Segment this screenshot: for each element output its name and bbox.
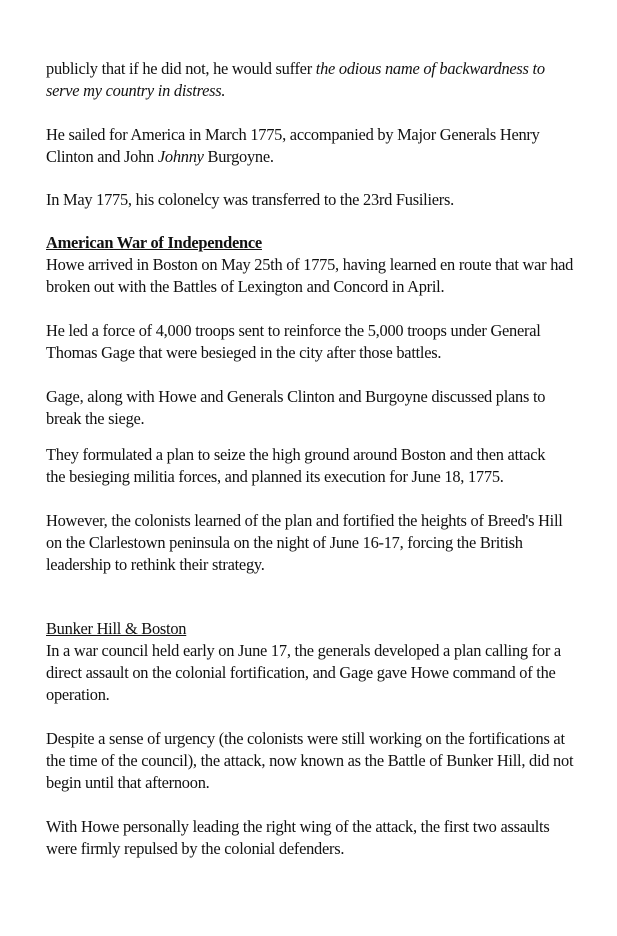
paragraph-war-council: In a war council held early on June 17, the generals developed a plan calling for a direct assault on the colonial fortification, and Gage gave Howe command of the operation.	[46, 641, 561, 704]
paragraph-text: publicly that if he did not, he would suffer	[46, 59, 316, 78]
section-heading-american-war: American War of Independence	[46, 233, 262, 252]
paragraph-urgency: Despite a sense of urgency (the colonists were still working on the fortifications at the time of the council), the attack, now known as the Battle of Bunker Hill, did not begin until that afternoon.	[46, 729, 574, 792]
paragraph-text: Burgoyne.	[203, 147, 274, 166]
paragraph-force: He led a force of 4,000 troops sent to reinforce the 5,000 troops under General Thomas Gage that were besieged in the city after those battles.	[46, 321, 541, 362]
section-heading-bunker-hill: Bunker Hill & Boston	[46, 619, 187, 638]
nickname-emphasis: Johnny	[157, 147, 204, 166]
paragraph-colonelcy: In May 1775, his colonelcy was transferred to the 23rd Fusiliers.	[46, 190, 454, 209]
paragraph-gage-plans: Gage, along with Howe and Generals Clinton and Burgoyne discussed plans to break the siege.	[46, 387, 546, 428]
paragraph-right-wing: With Howe personally leading the right wing of the attack, the first two assaults were firmly repulsed by the colonial defenders.	[46, 817, 550, 858]
paragraph-arrived-boston: Howe arrived in Boston on May 25th of 1775, having learned en route that war had broken out with the Battles of Lexington and Concord in April.	[46, 255, 574, 296]
document-page	[46, 58, 606, 860]
quoted-emphasis: the odious name of backwardness to serve my country in distress.	[46, 59, 545, 100]
paragraph-text: He sailed for America in March 1775, accompanied by Major Generals Henry Clinton and John	[46, 125, 540, 166]
paragraph-formulated-plan: They formulated a plan to seize the high ground around Boston and then attack the besieging militia forces, and planned its execution for June 18, 1775.	[46, 445, 546, 486]
paragraph-colonists-learned: However, the colonists learned of the plan and fortified the heights of Breed's Hill on the Clarlestown peninsula on the night of June 16-17, forcing the British leadership to rethink their strategy.	[46, 511, 563, 574]
paragraph-backwardness	[46, 58, 571, 102]
paragraph-sailed	[46, 124, 546, 168]
